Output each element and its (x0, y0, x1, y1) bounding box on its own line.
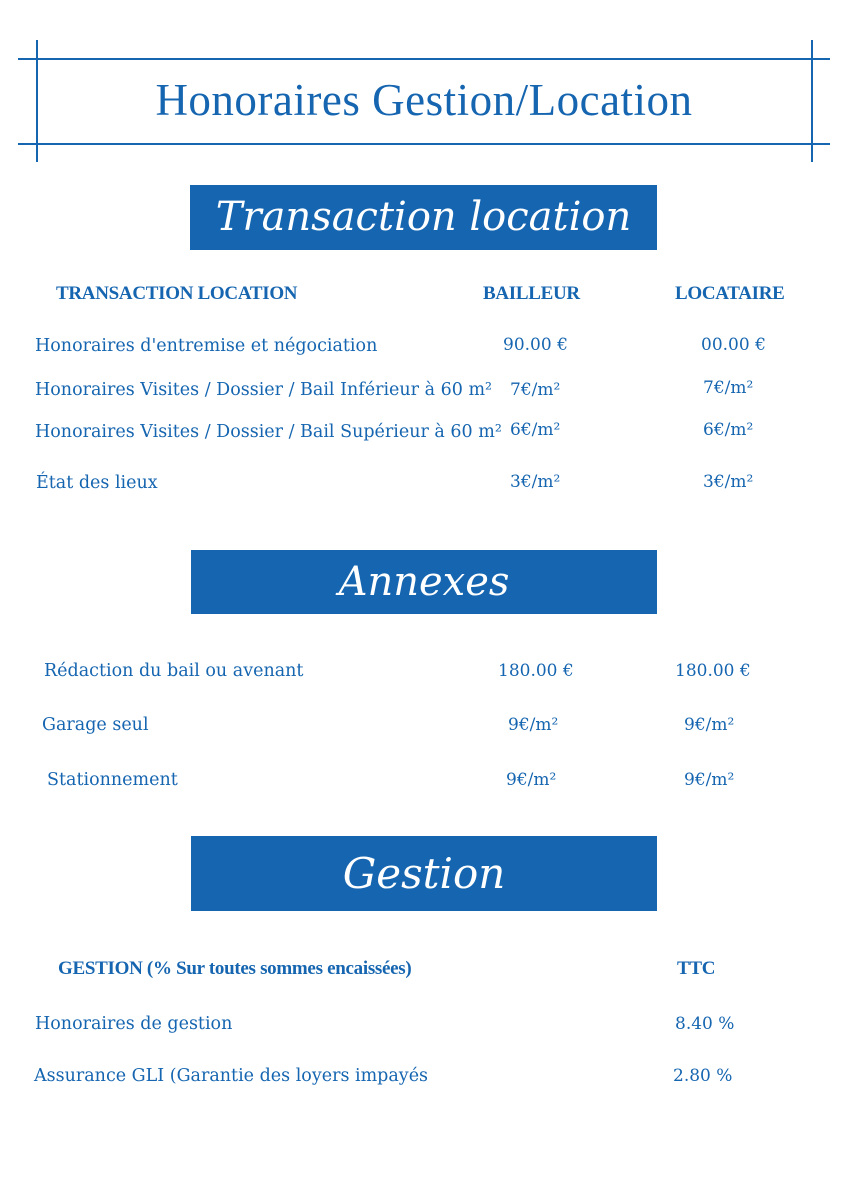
transaction-row-bailleur: 90.00 € (503, 335, 568, 355)
transaction-banner (190, 185, 657, 250)
annexes-row-label: Stationnement (47, 770, 178, 790)
transaction-row-locataire: 6€/m² (703, 420, 754, 440)
gestion-banner (191, 836, 657, 911)
transaction-header-label: TRANSACTION LOCATION (56, 283, 298, 304)
transaction-row-label: Honoraires Visites / Dossier / Bail Supérieur à 60 m² (35, 422, 502, 442)
gestion-row-label: Honoraires de gestion (35, 1014, 233, 1034)
annexes-row-bailleur: 9€/m² (508, 715, 559, 735)
transaction-row-bailleur: 3€/m² (510, 472, 561, 492)
transaction-header-bailleur: BAILLEUR (483, 283, 580, 304)
transaction-header-locataire: LOCATAIRE (675, 283, 785, 304)
transaction-row-label: Honoraires Visites / Dossier / Bail Inférieur à 60 m² (35, 380, 493, 400)
transaction-row-locataire: 3€/m² (703, 472, 754, 492)
annexes-row-label: Garage seul (42, 715, 149, 735)
annexes-row-bailleur: 9€/m² (506, 770, 557, 790)
gestion-header-label: GESTION (% Sur toutes sommes encaissées) (58, 958, 412, 979)
annexes-row-bailleur: 180.00 € (498, 661, 574, 681)
frame-line-top (18, 58, 830, 60)
gestion-row-ttc: 2.80 % (673, 1066, 733, 1086)
transaction-banner-text: Transaction location (215, 194, 632, 240)
gestion-header-ttc: TTC (677, 958, 716, 979)
transaction-row-locataire: 00.00 € (701, 335, 766, 355)
frame-line-bottom (18, 143, 830, 145)
transaction-row-bailleur: 6€/m² (510, 420, 561, 440)
gestion-banner-text: Gestion (342, 849, 506, 898)
transaction-row-label: Honoraires d'entremise et négociation (35, 336, 378, 356)
annexes-row-label: Rédaction du bail ou avenant (44, 661, 304, 681)
transaction-row-locataire: 7€/m² (703, 378, 754, 398)
annexes-banner-text: Annexes (338, 559, 510, 605)
annexes-row-locataire: 9€/m² (684, 770, 735, 790)
annexes-banner (191, 550, 657, 614)
annexes-row-locataire: 9€/m² (684, 715, 735, 735)
transaction-row-bailleur: 7€/m² (510, 380, 561, 400)
annexes-row-locataire: 180.00 € (675, 661, 751, 681)
transaction-row-label: État des lieux (36, 473, 158, 493)
gestion-row-label: Assurance GLI (Garantie des loyers impayés (34, 1066, 429, 1086)
page-title: Honoraires Gestion/Location (155, 75, 693, 125)
gestion-row-ttc: 8.40 % (675, 1014, 735, 1034)
